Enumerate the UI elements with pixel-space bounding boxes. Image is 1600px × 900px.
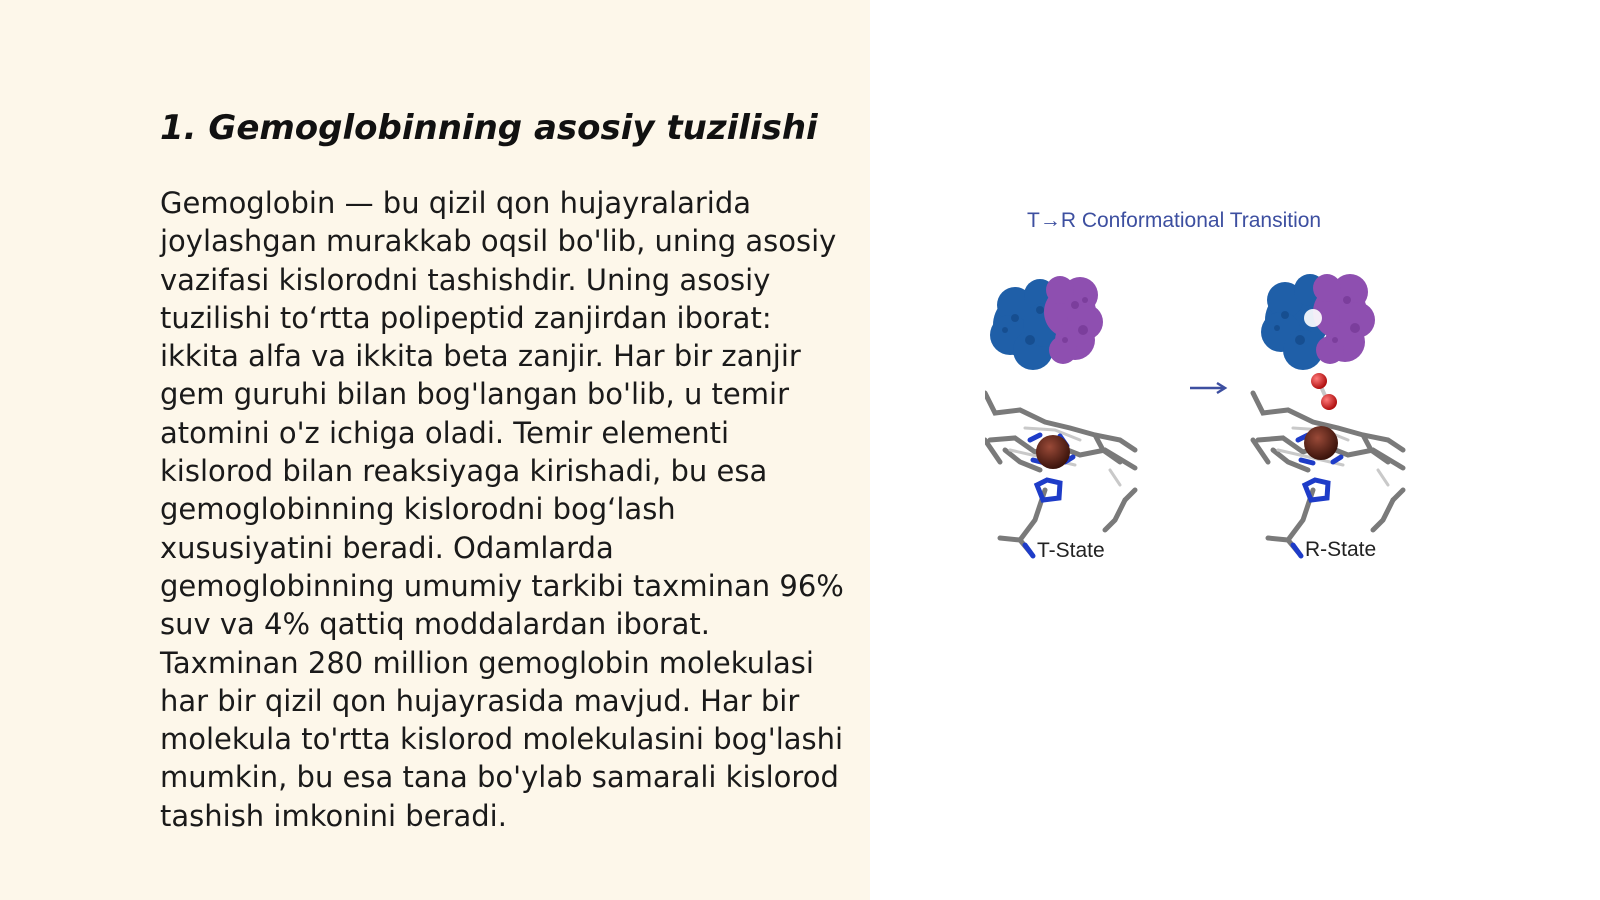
figure-title: T→R Conformational Transition xyxy=(1027,209,1322,232)
hemoglobin-transition-figure xyxy=(985,200,1435,590)
t-state-heme-model xyxy=(985,393,1135,556)
r-state-heme-model xyxy=(1253,393,1403,556)
t-state-protein-icon xyxy=(990,276,1103,370)
slide-body-text: Gemoglobin — bu qizil qon hujayralarida joylashgan murakkab oqsil bo'lib, uning asosiy vazifasi kislorodni tashishdir. Uning asosiy tuzilishi to‘rtta polipeptid zanjirdan iborat: ikkita alfa va ikkita beta zanjir. Har bir zanjir gem guruhi bilan bog'langan bo'lib, u temir atomini o'z ichiga oladi. Temir elementi kislorod bilan reaksiyaga kirishadi, bu esa gemoglobinning kislorodni bog‘lash xususiyatini beradi. Odamlarda gemoglobinning umumiy tarkibi taxminan 96% suv va 4% qattiq moddalardan iborat. Taxminan 280 million gemoglobin molekulasi har bir qizil qon hujayrasida mavjud. Har bir molekula to'rtta kislorod molekulasini bog'lashi mumkin, bu esa tana bo'ylab samarali kislorod tashish imkonini beradi. xyxy=(160,186,844,833)
transition-arrow-icon xyxy=(1190,383,1225,393)
transition-diagram xyxy=(985,200,1435,590)
oxygen-molecule-icon xyxy=(1311,373,1337,410)
t-state-label: T-State xyxy=(1037,539,1105,562)
r-state-label: R-State xyxy=(1305,538,1377,561)
r-state-protein-icon xyxy=(1261,274,1375,370)
slide-heading: 1. Gemoglobinning asosiy tuzilishi xyxy=(160,108,818,148)
